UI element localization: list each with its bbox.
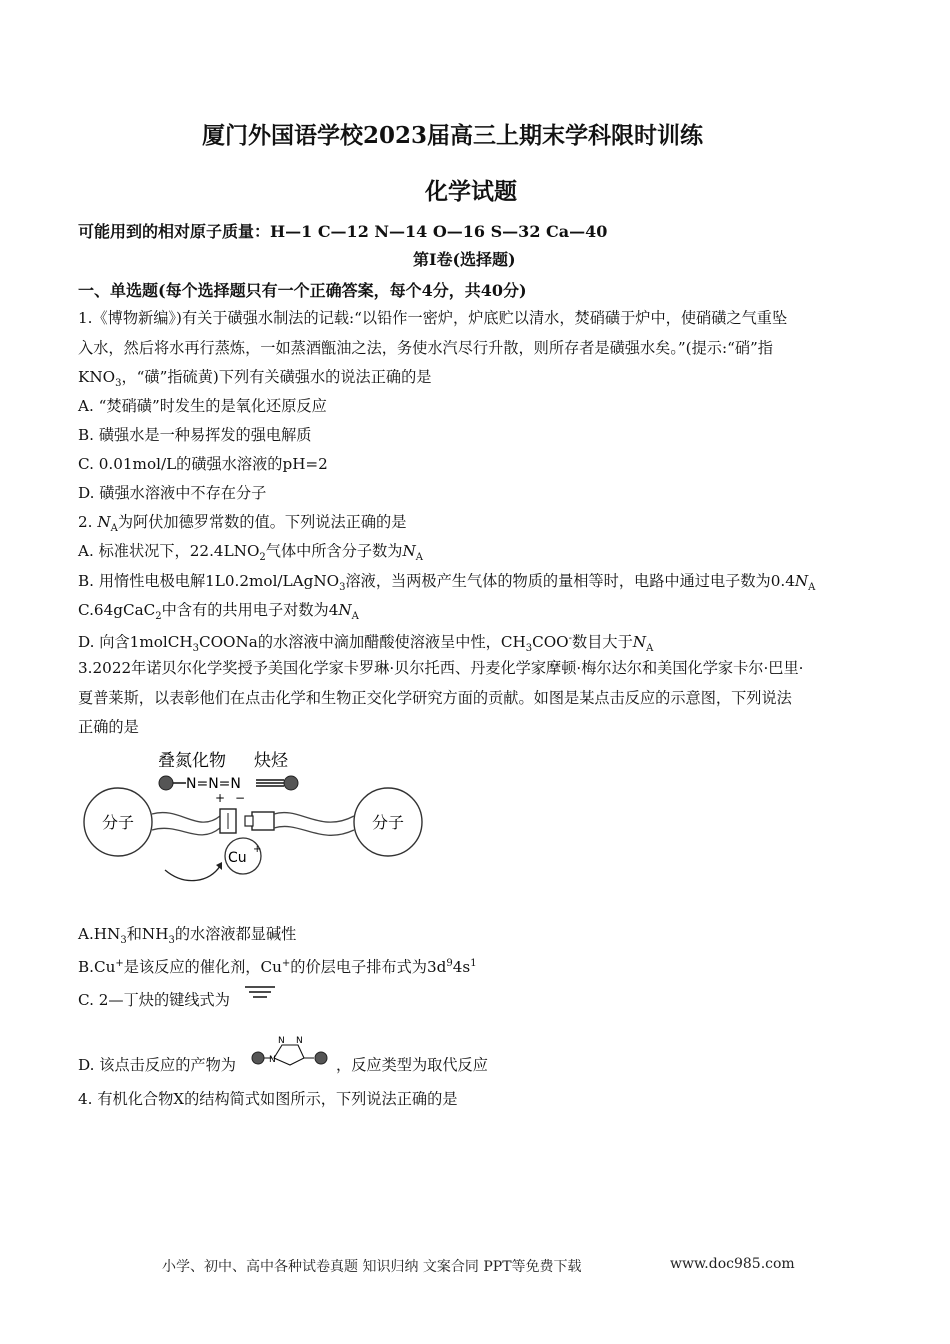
q2-option-c [78,600,359,627]
q3-option-c [78,990,230,1010]
q2-d-sup: - [568,633,573,644]
right-linker [274,813,354,823]
q3-b-4: 4s [452,958,471,977]
q2-b-n: N [794,572,809,590]
q1-kno3-sub: 3 [115,378,122,390]
q2-c-n: N [338,601,352,619]
q1-option-c: C. 0.01mol/L的磺强水溶液的pH=2 [78,455,328,473]
left-linker-2 [152,828,220,835]
left-linker [152,813,220,823]
triazole-ring [274,1045,304,1065]
azide-ball [159,776,173,790]
product-ball-left [252,1052,264,1064]
q4-stem: 4. 有机化合物X的结构简式如图所示，下列说法正确的是 [78,1090,458,1108]
q3-b-2: 是该反应的催化剂，Cu [123,958,282,977]
atomic-mass-note: 可能用到的相对原子质量：H—1 C—12 N—14 O—16 S—32 Ca—40 [78,222,608,241]
q3-b-sup2: + [281,958,291,969]
q2-stem-sub: A [110,523,118,535]
section-heading: 一、单选题(每个选择题只有一个正确答案，每个4分，共40分) [78,281,527,300]
q2-d-nsub: A [646,643,654,655]
q3-a-sub: 3 [120,935,127,947]
catalyst-arrow [165,866,220,881]
q3-option-d [78,1055,236,1075]
alkyne-label: 炔烃 [254,751,288,771]
molecule-left-label: 分子 [102,813,135,832]
q2-a-nsub: A [415,552,423,564]
right-connector-tip [245,816,253,826]
page-title: 厦门外国语学校2023届高三上期末学科限时训练 [202,122,704,149]
q3-line3: 正确的是 [78,718,139,736]
q3-b-sup4: 1 [470,958,477,969]
q2-stem [78,512,406,539]
q2-b-2: 溶液，当两极产生气体的物质的量相等时，电路中通过电子数为0.4 [345,572,795,590]
q2-stem-num: 2. [78,513,98,531]
azide-minus: − [235,791,246,805]
q3-line1: 3.2022年诺贝尔化学奖授予美国化学家卡罗琳·贝尔托西、丹麦化学家摩顿·梅尔达尔和美国化学家卡尔·巴里· [78,659,804,677]
page-subtitle: 化学试题 [425,178,517,205]
q3-a-sub2: 3 [168,935,175,947]
q2-c-sub: 2 [155,611,162,623]
q3-b-sup3: 9 [446,958,453,969]
q1-line3-rest: ，“磺”指硫黄)下列有关磺强水的说法正确的是 [121,368,432,386]
q3-b-sup: + [115,958,124,969]
q1-option-d: D. 磺强水溶液中不存在分子 [78,484,267,502]
triazole-product-structure [250,1031,332,1071]
q3-option-b [78,954,477,977]
azide-formula: N=N=N [186,776,241,792]
butyne-bond-line-formula [243,982,277,1002]
q2-option-b [78,571,815,598]
q2-option-d [78,629,653,659]
footer-url[interactable]: www.doc985.com [670,1256,795,1272]
q3-option-a [78,924,296,951]
q2-a-2: 气体中所含分子数为 [265,542,403,560]
q1-option-b: B. 磺强水是一种易挥发的强电解质 [78,426,312,444]
right-linker-2 [274,826,354,835]
q2-stem-n: N [97,513,111,531]
q2-c-nsub: A [351,611,359,623]
azide-label: 叠氮化物 [158,751,226,771]
q2-d-2: COONa的水溶液中滴加醋酸使溶液呈中性，CH [198,633,526,652]
q1-line1: 1.《博物新编》)有关于磺强水制法的记载:“以铅作一密炉，炉底贮以清水，焚硝磺于炉中，使硝磺之气重坠 [78,309,788,327]
q3-c-text: C. 2—丁炔的键线式为 [78,991,230,1009]
q1-line2: 入水，然后将水再行蒸炼，一如蒸酒甑油之法，务使水汽尽行升散，则所存者是磺强水矣。”(提示:“硝”指 [78,339,773,357]
molecule-right-label: 分子 [372,813,405,832]
alkyne-ball [284,776,298,790]
click-reaction-svg [80,742,425,887]
q2-d-sub2: 3 [525,643,533,655]
q3-line2: 夏普莱斯，以表彰他们在点击化学和生物正交化学研究方面的贡献。如图是某点击反应的示意图，下列说法 [78,689,792,707]
q2-c-1: C.64gCaC [78,601,156,619]
q3-d-1: D. 该点击反应的产物为 [78,1056,236,1074]
q3-b-3: 的价层电子排布式为3d [290,958,447,977]
q1-line3 [78,367,432,394]
q2-c-2: 中含有的共用电子对数为4 [161,601,339,619]
q2-b-nsub: A [808,582,816,594]
triazole-n1: N [269,1055,276,1065]
q2-a-sub: 2 [259,552,266,564]
q3-b-1: B.Cu [78,958,116,977]
q2-a-1: A. 标准状况下，22.4LNO [78,542,260,560]
triazole-n2: N [278,1036,285,1046]
right-connector [252,812,274,830]
catalyst-arrowhead [216,862,222,870]
q1-option-a: A. “焚硝磺”时发生的是氧化还原反应 [78,397,327,415]
q2-d-n: N [632,633,647,652]
footer-text: 小学、初中、高中各种试卷真题 知识归纳 文案合同 PPT等免费下载 [162,1259,582,1275]
q2-d-3: COO [532,633,569,652]
q1-kno3: KNO [78,368,116,386]
q2-d-4: 数目大于 [572,633,633,652]
q2-option-a [78,541,423,568]
catalyst-charge: + [253,844,262,855]
volume-heading: 第Ⅰ卷(选择题) [413,250,516,269]
product-ball-right [315,1052,327,1064]
q3-a-3: 的水溶液都显碱性 [174,925,297,943]
triazole-n3: N [296,1036,303,1046]
catalyst-label: Cu [228,850,247,866]
q3-option-d-tail: ，反应类型为取代反应 [336,1056,488,1074]
q2-d-sub: 3 [192,643,199,655]
q2-d-1: D. 向含1molCH [78,633,193,652]
q2-stem-text: 为阿伏加德罗常数的值。下列说法正确的是 [117,513,407,531]
click-reaction-diagram [80,742,425,887]
q3-a-2: 和NH [126,925,169,943]
q3-a-1: A.HN [78,925,121,943]
q2-b-sub: 3 [339,582,346,594]
q2-a-n: N [402,542,416,560]
azide-plus: + [215,791,226,805]
q2-b-1: B. 用惰性电极电解1L0.2mol/LAgNO [78,572,340,590]
